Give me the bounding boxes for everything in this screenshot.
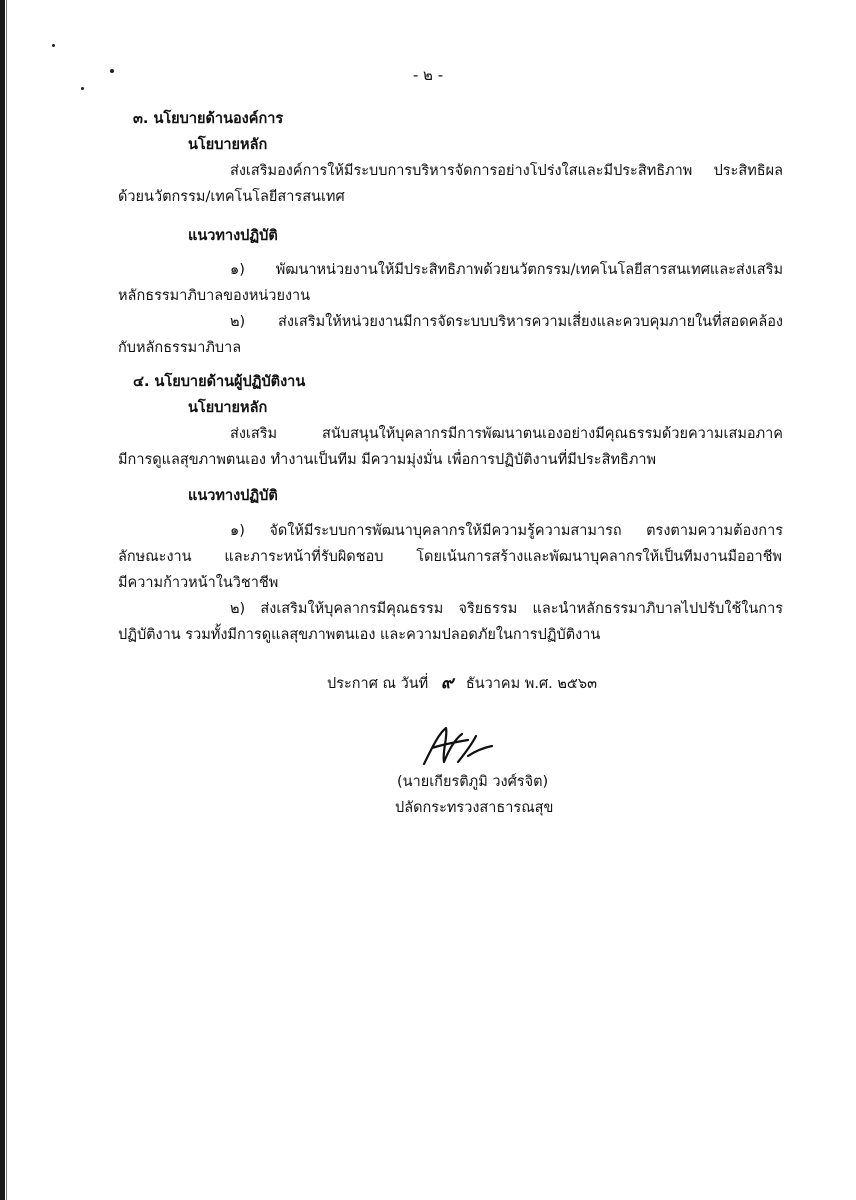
section4-guideline-1-cont: ลักษณะงาน และภาระหน้าที่รับผิดชอบ โดยเน้นการสร้างและพัฒนาบุคลากรให้เป็นทีมงานมืออาชีพ <box>118 549 782 565</box>
signatory-name: (นายเกียรติภูมิ วงศ์รจิต) <box>397 774 549 790</box>
signatory-position: ปลัดกระทรวงสาธารณสุข <box>395 800 554 816</box>
section3-main-policy-text-cont: ด้วยนวัตกรรม/เทคโนโลยีสารสนเทศ <box>118 189 345 205</box>
scan-left-edge <box>0 0 5 1200</box>
page-number: - ๒ - <box>412 66 444 84</box>
section3-guideline-2-cont: กับหลักธรรมาภิบาล <box>118 340 242 356</box>
section3-main-policy-text: ส่งเสริมองค์การให้มีระบบการบริหารจัดการอย่างโปร่งใสและมีประสิทธิภาพ ประสิทธิผล <box>230 163 783 179</box>
announcement-prefix: ประกาศ ณ วันที่ <box>327 676 429 692</box>
section3-main-policy-label: นโยบายหลัก <box>188 137 268 153</box>
announcement-day: ๙ <box>440 673 454 693</box>
section4-guideline-1: ๑) จัดให้มีระบบการพัฒนาบุคลากรให้มีความรู้ความสามารถ ตรงตามความต้องการ <box>230 523 783 539</box>
section4-guideline-2-cont: ปฏิบัติงาน รวมทั้งมีการดูแลสุขภาพตนเอง และความปลอดภัยในการปฏิบัติงาน <box>118 627 601 643</box>
section4-main-policy-text-cont: มีการดูแลสุขภาพตนเอง ทำงานเป็นทีม มีความมุ่งมั่น เพื่อการปฏิบัติงานที่มีประสิทธิภาพ <box>118 452 657 468</box>
section4-guideline-1-cont2: มีความก้าวหน้าในวิชาชีพ <box>118 575 279 591</box>
announcement-month-year: ธันวาคม พ.ศ. ๒๕๖๓ <box>465 676 598 692</box>
section4-guidelines-label: แนวทางปฏิบัติ <box>188 488 278 504</box>
section4-main-policy-label: นโยบายหลัก <box>188 400 268 416</box>
section3-guidelines-label: แนวทางปฏิบัติ <box>188 228 278 244</box>
scan-speck <box>81 87 84 90</box>
handwritten-signature <box>418 722 498 772</box>
section4-guideline-2: ๒) ส่งเสริมให้บุคลากรมีคุณธรรม จริยธรรม และนำหลักธรรมาภิบาลไปปรับใช้ในการ <box>230 601 783 617</box>
scan-left-edge-line <box>6 0 7 1200</box>
scan-speck <box>52 44 55 47</box>
section4-heading: ๔. นโยบายด้านผู้ปฏิบัติงาน <box>133 374 306 390</box>
announcement-date-line <box>327 672 597 695</box>
section4-main-policy-text: ส่งเสริม สนับสนุนให้บุคลากรมีการพัฒนาตนเองอย่างมีคุณธรรมด้วยความเสมอภาค <box>230 426 783 442</box>
section3-guideline-1: ๑) พัฒนาหน่วยงานให้มีประสิทธิภาพด้วยนวัตกรรม/เทคโนโลยีสารสนเทศและส่งเสริม <box>230 262 783 278</box>
section3-guideline-2: ๒) ส่งเสริมให้หน่วยงานมีการจัดระบบบริหารความเสี่ยงและควบคุมภายในที่สอดคล้อง <box>230 314 783 330</box>
section3-guideline-1-cont: หลักธรรมาภิบาลของหน่วยงาน <box>118 288 311 304</box>
section3-heading: ๓. นโยบายด้านองค์การ <box>133 111 284 127</box>
